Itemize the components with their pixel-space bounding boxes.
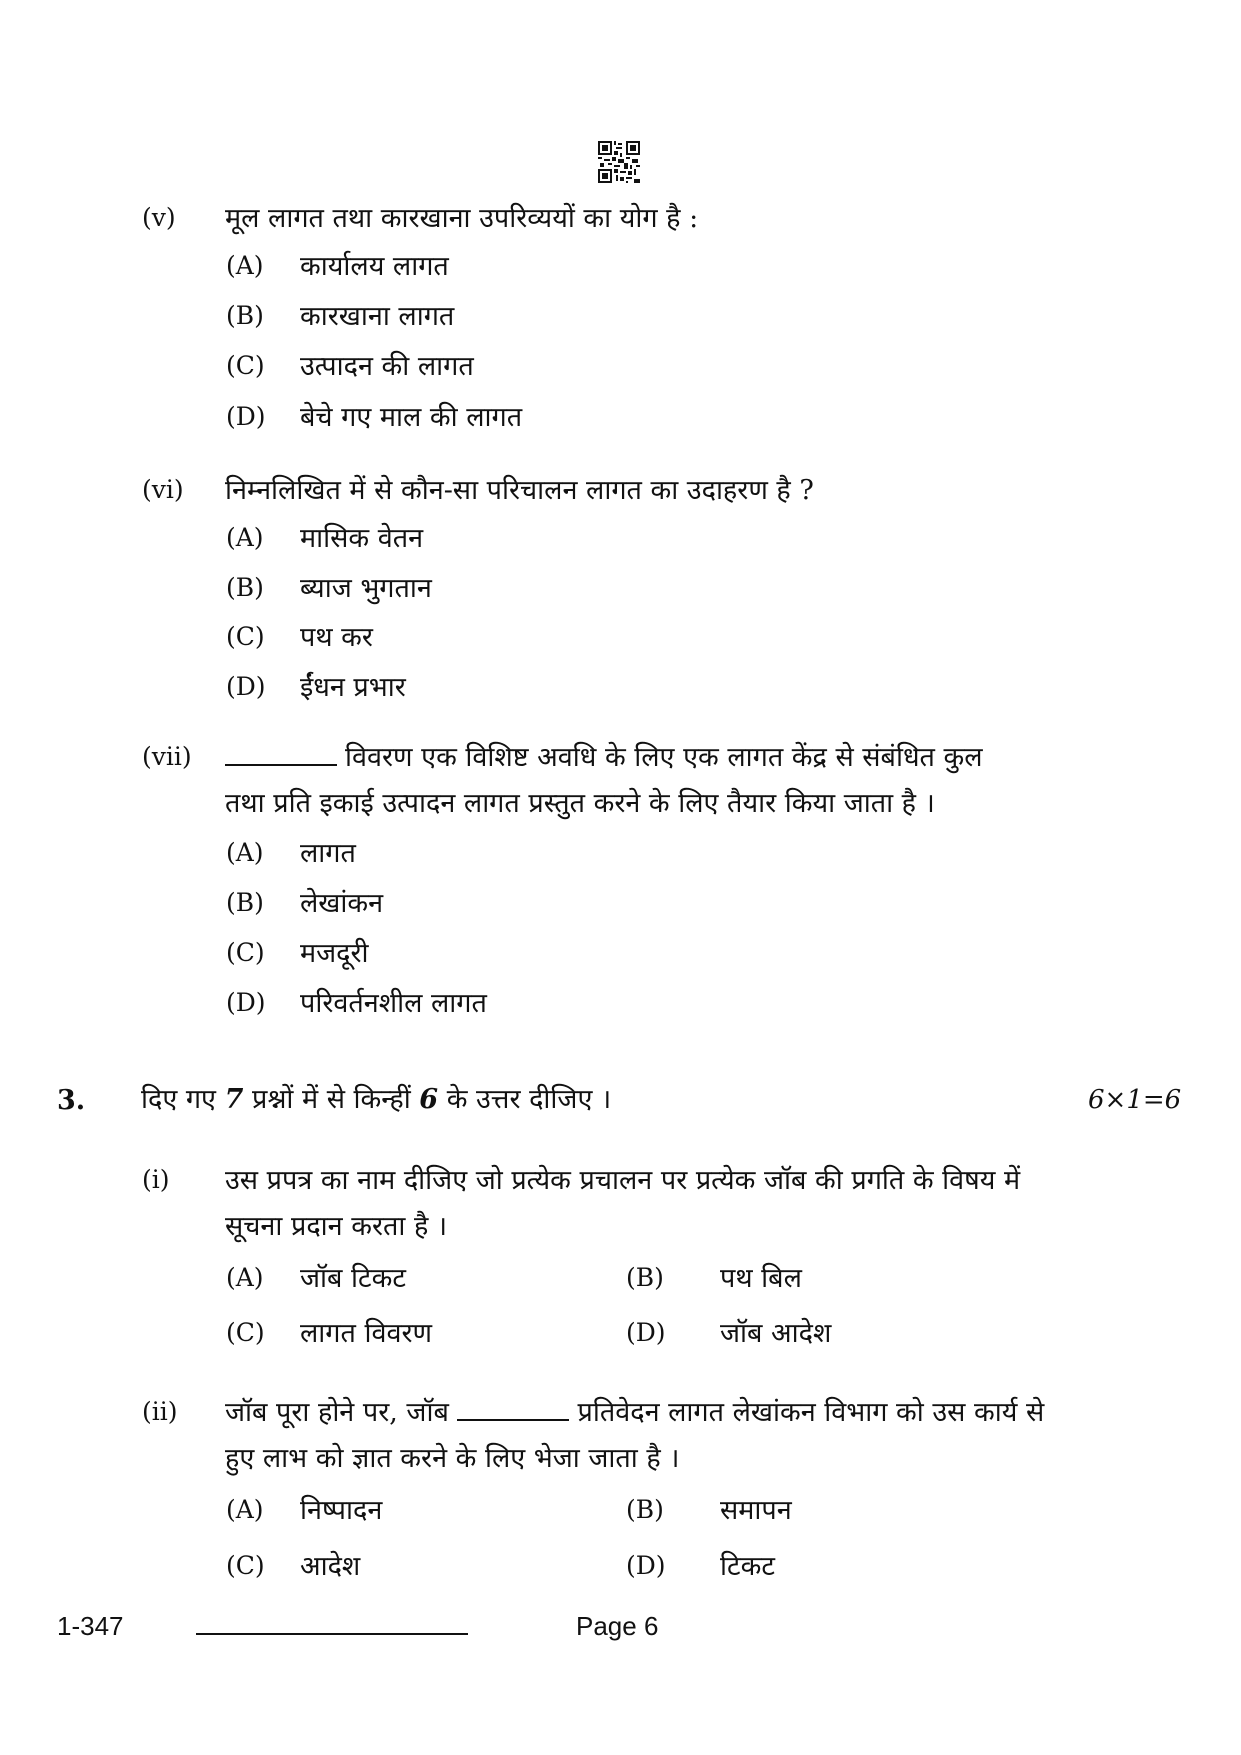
question-text: मूल लागत तथा कारखाना उपरिव्ययों का योग है : <box>225 203 699 234</box>
fill-in-blank <box>457 1393 569 1421</box>
option-label: (B) <box>626 1495 664 1524</box>
option-text: जॉब आदेश <box>720 1318 832 1349</box>
option-label: (A) <box>226 1263 264 1292</box>
option-label: (D) <box>626 1551 666 1580</box>
option-text: लेखांकन <box>300 888 384 919</box>
qr-code-icon <box>598 141 640 183</box>
option-label: (A) <box>226 523 264 552</box>
option-text: कार्यालय लागत <box>300 251 449 282</box>
option-text: उत्पादन की लागत <box>300 351 474 382</box>
question-number: (v) <box>142 203 176 232</box>
option-label: (C) <box>226 1318 265 1347</box>
option-text: आदेश <box>300 1551 361 1582</box>
option-label: (D) <box>626 1318 666 1347</box>
question-text-line1: जॉब पूरा होने पर, जॉब प्रतिवेदन लागत लेखांकन विभाग को उस कार्य से <box>225 1390 1044 1436</box>
footer-divider <box>196 1633 468 1635</box>
option-text: मासिक वेतन <box>300 523 424 554</box>
option-text: पथ बिल <box>720 1263 802 1294</box>
option-label: (A) <box>226 1495 264 1524</box>
question-text-line2: तथा प्रति इकाई उत्पादन लागत प्रस्तुत करने के लिए तैयार किया जाता है । <box>225 788 935 819</box>
question-text: निम्नलिखित में से कौन-सा परिचालन लागत का उदाहरण है ? <box>225 475 814 506</box>
main-question-text: दिए गए 7 प्रश्नों में से किन्हीं 6 के उत्तर दीजिए । <box>141 1084 612 1115</box>
question-number: (i) <box>142 1165 170 1194</box>
question-text-line1: विवरण एक विशिष्ट अवधि के लिए एक लागत केंद्र से संबंधित कुल <box>225 735 983 781</box>
question-text-line1: उस प्रपत्र का नाम दीजिए जो प्रत्येक प्रचालन पर प्रत्येक जॉब की प्रगति के विषय में <box>225 1165 1021 1196</box>
option-label: (B) <box>626 1263 664 1292</box>
option-text: जॉब टिकट <box>300 1263 406 1294</box>
option-text: समापन <box>720 1495 792 1526</box>
option-text: टिकट <box>720 1551 775 1582</box>
question-text-line2: सूचना प्रदान करता है । <box>225 1211 448 1242</box>
option-label: (C) <box>226 938 265 967</box>
question-number: (vi) <box>142 475 184 504</box>
option-label: (B) <box>226 888 264 917</box>
option-label: (D) <box>226 402 266 431</box>
option-label: (B) <box>226 573 264 602</box>
option-label: (C) <box>226 351 265 380</box>
question-number: (ii) <box>142 1397 178 1426</box>
option-label: (A) <box>226 838 264 867</box>
option-label: (D) <box>226 672 266 701</box>
option-label: (B) <box>226 301 264 330</box>
option-text: परिवर्तनशील लागत <box>300 988 487 1019</box>
main-question-number: 3. <box>57 1085 86 1116</box>
marks-allocation: 6×1=6 <box>1088 1085 1182 1115</box>
page-number: Page 6 <box>576 1611 659 1641</box>
option-text: लागत विवरण <box>300 1318 433 1349</box>
option-text: मजदूरी <box>300 938 369 969</box>
question-number: (vii) <box>142 742 192 771</box>
option-text: बेचे गए माल की लागत <box>300 402 523 433</box>
question-text-line2: हुए लाभ को ज्ञात करने के लिए भेजा जाता है । <box>225 1443 680 1474</box>
fill-in-blank <box>225 738 337 766</box>
option-text: ईंधन प्रभार <box>300 672 406 703</box>
option-label: (A) <box>226 251 264 280</box>
option-label: (C) <box>226 1551 265 1580</box>
option-text: पथ कर <box>300 622 373 653</box>
option-label: (C) <box>226 622 265 651</box>
option-text: कारखाना लागत <box>300 301 455 332</box>
option-text: लागत <box>300 838 356 869</box>
option-text: निष्पादन <box>300 1495 383 1526</box>
option-text: ब्याज भुगतान <box>300 573 432 604</box>
paper-code: 1-347 <box>57 1611 124 1641</box>
option-label: (D) <box>226 988 266 1017</box>
